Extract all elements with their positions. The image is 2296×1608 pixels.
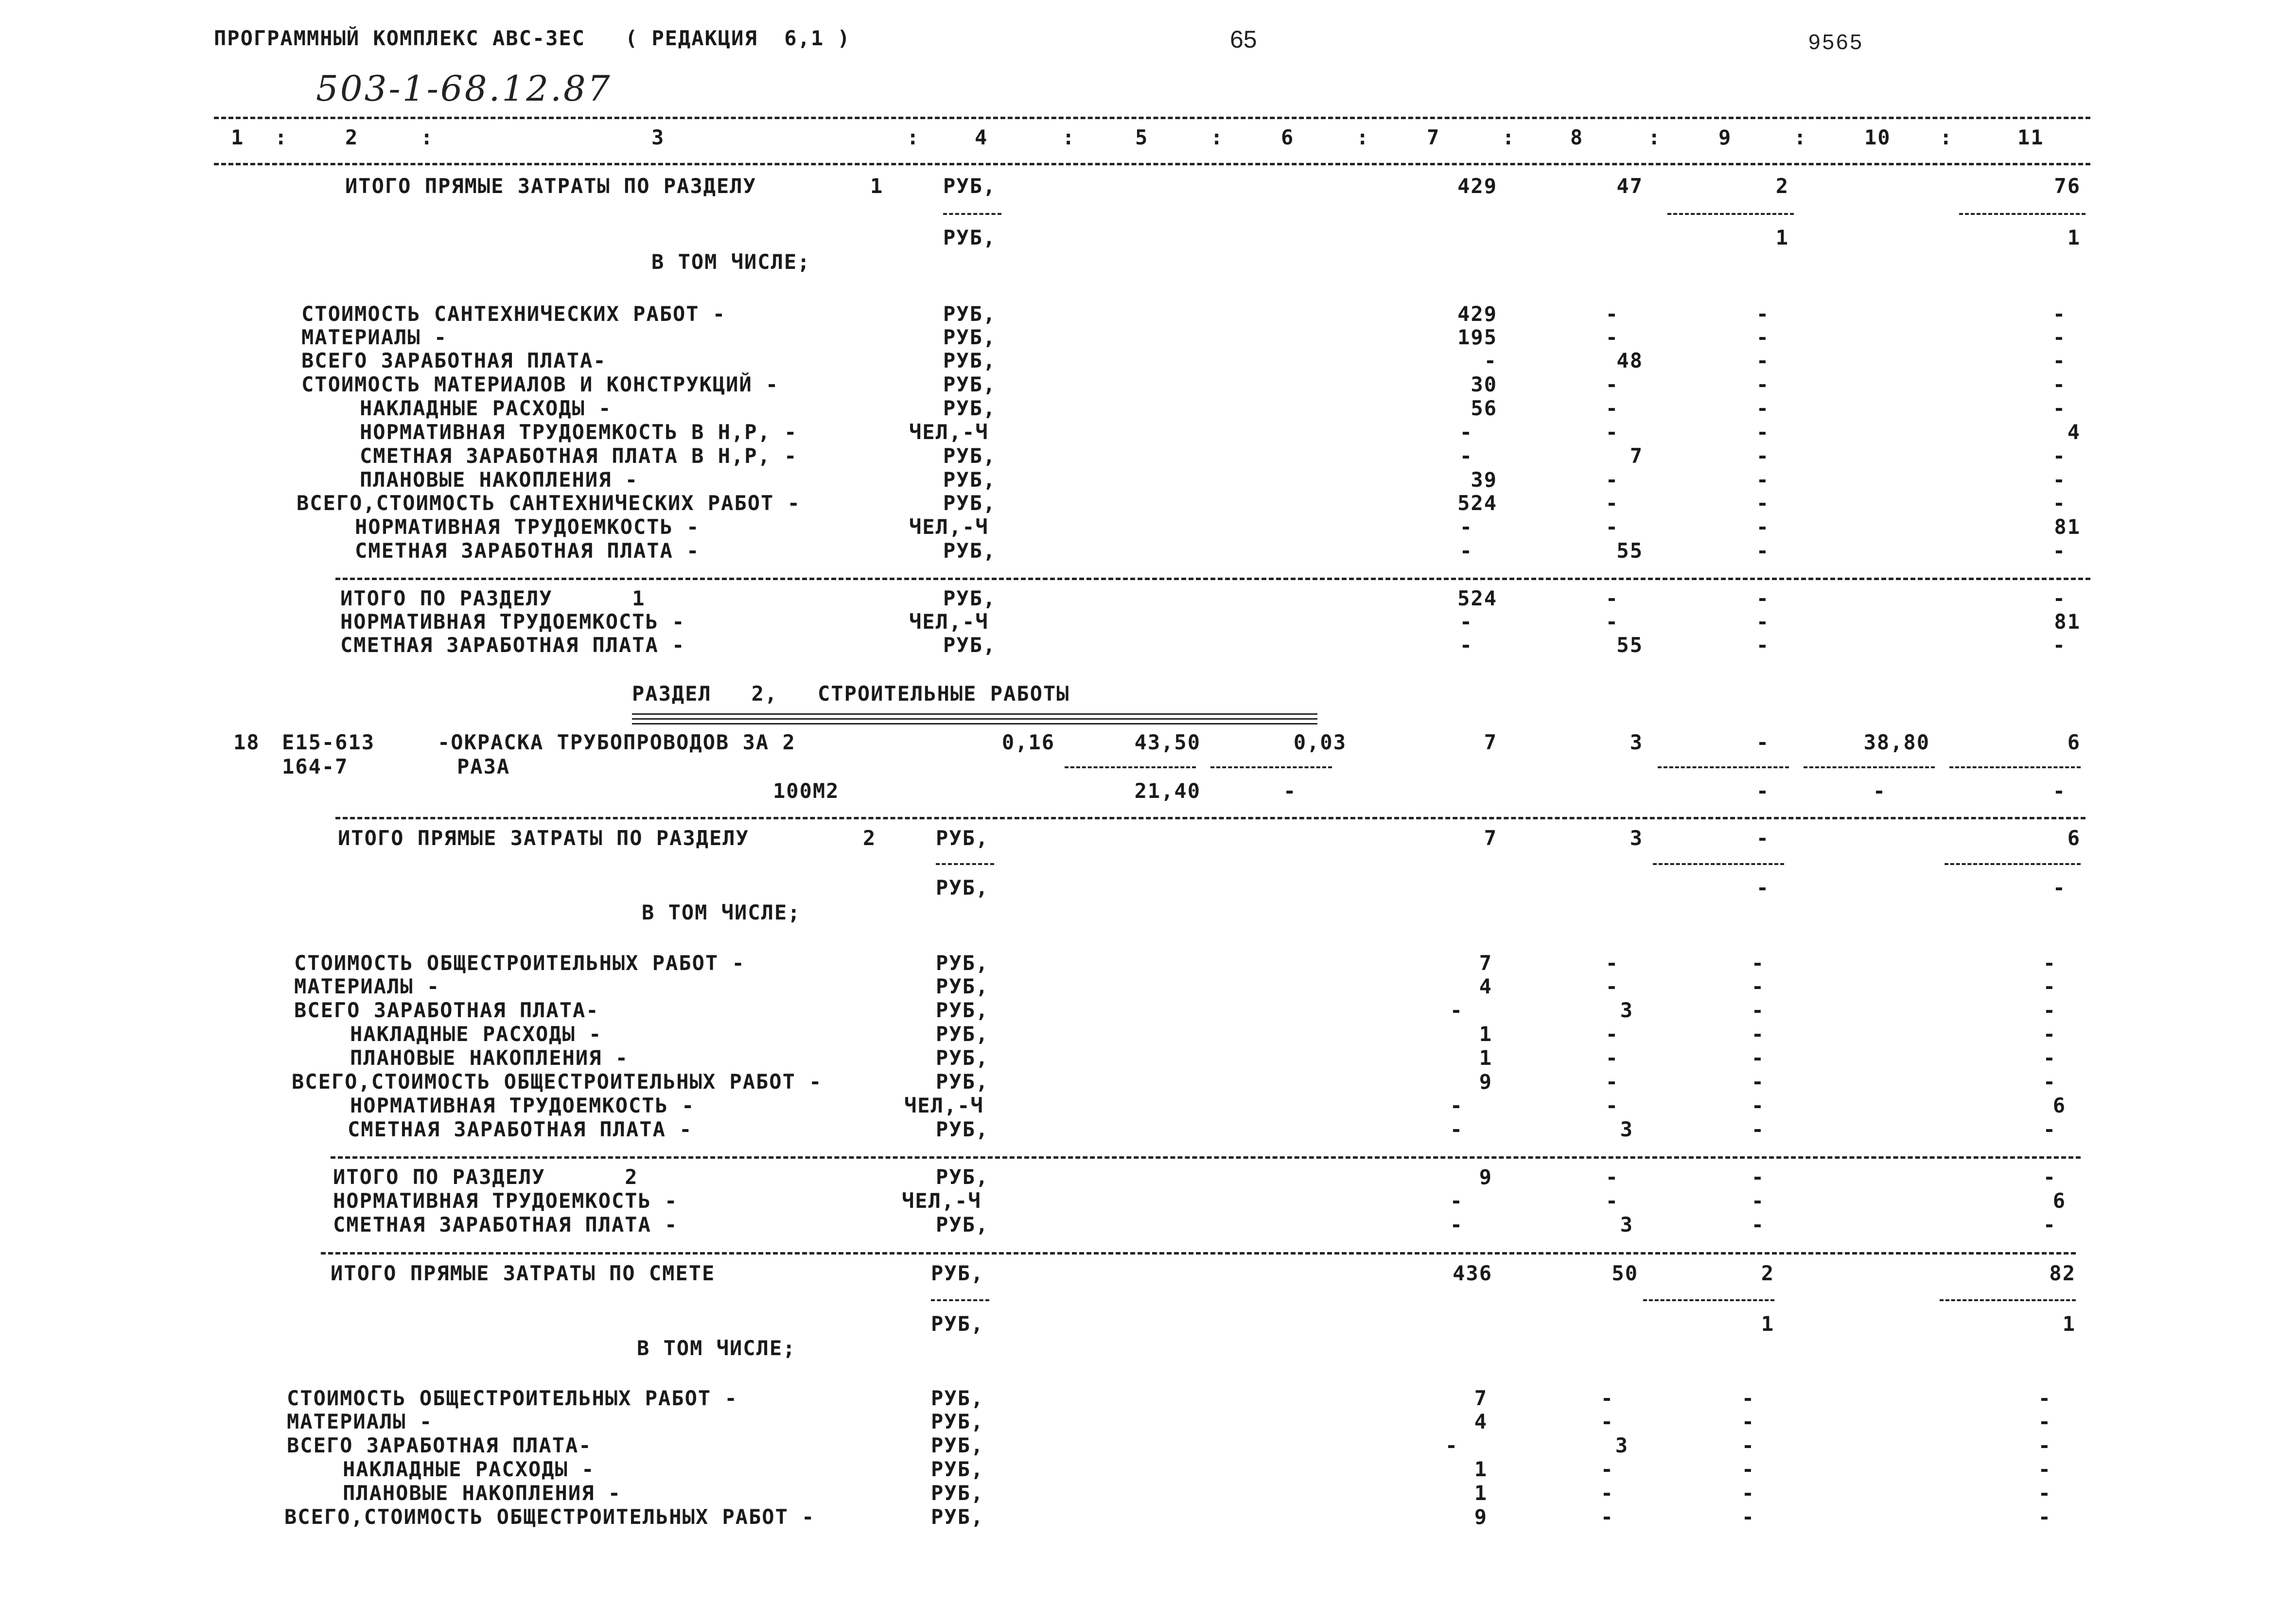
col-1: 1 — [231, 125, 245, 149]
cell-col11: - — [2038, 1481, 2051, 1505]
cell-col10: - — [1873, 779, 1886, 803]
cell-col8: 7 — [1630, 444, 1643, 468]
cell-col8: - — [1605, 302, 1619, 326]
cell-col8: 3 — [1630, 826, 1643, 850]
cell-col8: - — [1605, 1070, 1619, 1094]
unit: РУБ, — [936, 826, 989, 850]
col-8: 8 — [1570, 125, 1584, 149]
cell-col7: - — [1450, 998, 1463, 1022]
cell-col11: - — [2038, 1410, 2051, 1433]
cell-col11: - — [2038, 1386, 2051, 1410]
cell-col7: 9 — [1479, 1070, 1492, 1094]
col-10: 10 — [1864, 125, 1891, 149]
unit: РУБ, — [936, 1046, 989, 1070]
cell-col7: 7 — [1484, 826, 1497, 850]
col6-underline — [1210, 766, 1332, 768]
unit: РУБ, — [931, 1505, 984, 1529]
item-quantity: 0,16 — [1001, 730, 1055, 754]
cell-col11: 6 — [2052, 1094, 2066, 1117]
cell-col8: - — [1605, 974, 1619, 998]
cell-col10: 38,80 — [1863, 730, 1930, 754]
col-sep: : — [1794, 125, 1807, 149]
col-9: 9 — [1718, 125, 1732, 149]
cell-col8: 3 — [1620, 1117, 1633, 1141]
item-number: 18 — [233, 730, 260, 754]
cell-col7: 1 — [1479, 1046, 1492, 1070]
cell-col11: 81 — [2054, 515, 2081, 539]
cell-col9: - — [1756, 515, 1770, 539]
col9-underline — [1653, 863, 1784, 865]
cell-col11: - — [2052, 302, 2066, 326]
cell-col8: 48 — [1616, 349, 1643, 372]
cell-col8: - — [1600, 1386, 1614, 1410]
cell-col11: 6 — [2067, 730, 2081, 754]
page-number: 65 — [1230, 26, 1257, 53]
unit: РУБ, — [936, 998, 989, 1022]
cell-col7: 30 — [1471, 372, 1497, 396]
row-label: ВСЕГО ЗАРАБОТНАЯ ПЛАТА- — [294, 998, 599, 1022]
unit: ЧЕЛ,-Ч — [904, 1094, 984, 1117]
unit-underline — [943, 213, 1001, 215]
cell-col9: 2 — [1775, 174, 1789, 198]
unit: РУБ, — [943, 349, 997, 372]
cell-col6: 0,03 — [1293, 730, 1347, 754]
cell-col7: 56 — [1471, 396, 1497, 420]
cell-col11: - — [2052, 468, 2066, 492]
col-sep: : — [1062, 125, 1076, 149]
unit: ЧЕЛ,-Ч — [909, 515, 989, 539]
col-sep: : — [1648, 125, 1662, 149]
row-label: СТОИМОСТЬ ОБЩЕСТРОИТЕЛЬНЫХ РАБОТ - — [287, 1386, 738, 1410]
cell-col8: - — [1605, 515, 1619, 539]
cell-col7: 9 — [1474, 1505, 1488, 1529]
cell-col8: - — [1600, 1505, 1614, 1529]
row-label: ИТОГО ПРЯМЫЕ ЗАТРАТЫ ПО РАЗДЕЛУ — [345, 174, 756, 198]
cell-col7: 1 — [1474, 1481, 1488, 1505]
cell-col8: 55 — [1616, 539, 1643, 563]
unit: РУБ, — [943, 174, 997, 198]
section2-title-underline — [632, 718, 1317, 720]
handwritten-reference: 503-1-68.12.87 — [316, 68, 612, 109]
col-sep: : — [1940, 125, 1953, 149]
cell-col9: - — [1751, 998, 1765, 1022]
cell-col9: - — [1751, 1189, 1765, 1213]
unit: РУБ, — [931, 1386, 984, 1410]
row-label: СМЕТНАЯ ЗАРАБОТНАЯ ПЛАТА - — [355, 539, 700, 563]
cell-col7: 429 — [1457, 302, 1497, 326]
cell-col11: - — [2043, 951, 2056, 975]
col-sep: : — [1356, 125, 1370, 149]
cell-col9: - — [1756, 325, 1770, 349]
unit: РУБ, — [936, 876, 989, 900]
col-sep: : — [1210, 125, 1224, 149]
cell-col9: - — [1756, 420, 1770, 444]
cell-col9: - — [1756, 539, 1770, 563]
rule-header-bottom — [214, 163, 2090, 165]
cell-col11: - — [2052, 396, 2066, 420]
col-sep: : — [421, 125, 434, 149]
cell-col11: - — [2043, 1022, 2056, 1046]
including-heading: В ТОМ ЧИСЛЕ; — [651, 250, 811, 274]
unit: ЧЕЛ,-Ч — [909, 420, 989, 444]
unit: РУБ, — [936, 974, 989, 998]
program-title: ПРОГРАММНЫЙ КОМПЛЕКС АВС-3ЕС ( РЕДАКЦИЯ 6,1 ) — [214, 26, 851, 50]
cell-col7: 436 — [1453, 1261, 1492, 1285]
row-label: ПЛАНОВЫЕ НАКОПЛЕНИЯ - — [350, 1046, 629, 1070]
unit: РУБ, — [931, 1410, 984, 1433]
cell-col9: - — [1741, 1433, 1755, 1457]
cell-col8: 3 — [1615, 1433, 1629, 1457]
row-label: СТОИМОСТЬ ОБЩЕСТРОИТЕЛЬНЫХ РАБОТ - — [294, 951, 745, 975]
item-name-continued: РАЗА — [457, 755, 510, 778]
unit: РУБ, — [931, 1433, 984, 1457]
cell-col8: 47 — [1616, 174, 1643, 198]
cell-col9: 1 — [1761, 1312, 1774, 1336]
cell-col9: - — [1751, 1094, 1765, 1117]
unit: РУБ, — [936, 1022, 989, 1046]
cell-col11: - — [2038, 1457, 2051, 1481]
unit: РУБ, — [936, 1213, 989, 1237]
cell-col9: - — [1751, 1165, 1765, 1189]
col-11: 11 — [2017, 125, 2044, 149]
unit: РУБ, — [931, 1261, 984, 1285]
row-label: СМЕТНАЯ ЗАРАБОТНАЯ ПЛАТА - — [348, 1117, 693, 1141]
row-label: ИТОГО ПРЯМЫЕ ЗАТРАТЫ ПО СМЕТЕ — [331, 1261, 716, 1285]
cell-col8: - — [1600, 1410, 1614, 1433]
col11-underline — [1945, 863, 2081, 865]
cell-col8: 50 — [1612, 1261, 1638, 1285]
cell-col9: - — [1741, 1386, 1755, 1410]
unit: РУБ, — [936, 1165, 989, 1189]
col10-underline — [1804, 766, 1935, 768]
unit-underline — [931, 1299, 989, 1301]
rule-estimate-total — [321, 1252, 2076, 1255]
cell-col7: 195 — [1457, 325, 1497, 349]
cell-col9: - — [1741, 1481, 1755, 1505]
cell-col11: - — [2043, 1213, 2056, 1237]
cell-col9: - — [1751, 951, 1765, 975]
cell-col9: - — [1751, 1213, 1765, 1237]
cell-col9: - — [1756, 826, 1770, 850]
cell-col11: 1 — [2062, 1312, 2076, 1336]
cell-col5: 21,40 — [1134, 779, 1201, 803]
cell-col7: - — [1459, 633, 1473, 657]
row-label: ПЛАНОВЫЕ НАКОПЛЕНИЯ - — [343, 1481, 622, 1505]
cell-col8: - — [1605, 951, 1619, 975]
section-number: 2 — [863, 826, 876, 850]
cell-col11: 76 — [2054, 174, 2081, 198]
row-label: СТОИМОСТЬ МАТЕРИАЛОВ И КОНСТРУКЦИЙ - — [301, 372, 779, 396]
unit: РУБ, — [943, 226, 997, 249]
cell-col8: 3 — [1620, 1213, 1633, 1237]
cell-col8: - — [1605, 1165, 1619, 1189]
cell-col7: 4 — [1474, 1410, 1488, 1433]
row-label: НАКЛАДНЫЕ РАСХОДЫ - — [360, 396, 612, 420]
unit-underline — [936, 863, 994, 865]
cell-col8: - — [1605, 325, 1619, 349]
cell-col8: - — [1605, 1094, 1619, 1117]
cell-col9: - — [1756, 586, 1770, 610]
row-label: ИТОГО ПО РАЗДЕЛУ 1 — [340, 586, 646, 610]
cell-col9: - — [1756, 372, 1770, 396]
cell-col9: - — [1756, 444, 1770, 468]
cell-col11: - — [2043, 1165, 2056, 1189]
rule-top — [214, 117, 2090, 119]
cell-col5: 43,50 — [1134, 730, 1201, 754]
unit: ЧЕЛ,-Ч — [909, 610, 989, 634]
cell-col11: - — [2052, 539, 2066, 563]
unit: РУБ, — [943, 468, 997, 492]
cell-col7: 429 — [1457, 174, 1497, 198]
row-label: МАТЕРИАЛЫ - — [294, 974, 440, 998]
cell-col9: - — [1741, 1505, 1755, 1529]
cell-col6: - — [1283, 779, 1297, 803]
col-sep: : — [1502, 125, 1516, 149]
cell-col11: 1 — [2067, 226, 2081, 249]
col-2: 2 — [345, 125, 359, 149]
col9-underline — [1658, 766, 1789, 768]
col-7: 7 — [1427, 125, 1440, 149]
unit: РУБ, — [936, 1070, 989, 1094]
col11-underline — [1959, 213, 2086, 215]
section2-title-underline — [632, 723, 1317, 724]
col11-underline — [1940, 1299, 2076, 1301]
col9-underline — [1643, 1299, 1774, 1301]
cell-col9: - — [1751, 1046, 1765, 1070]
col9-underline — [1667, 213, 1794, 215]
row-label: СМЕТНАЯ ЗАРАБОТНАЯ ПЛАТА - — [333, 1213, 678, 1237]
cell-col9: - — [1756, 730, 1770, 754]
cell-col9: - — [1751, 974, 1765, 998]
cell-col7: - — [1459, 610, 1473, 634]
cell-col11: - — [2043, 1070, 2056, 1094]
cell-col7: - — [1484, 349, 1497, 372]
cell-col11: - — [2052, 372, 2066, 396]
row-label: МАТЕРИАЛЫ - — [287, 1410, 433, 1433]
item-code-secondary: 164-7 — [282, 755, 349, 778]
cell-col9: - — [1756, 633, 1770, 657]
col-5: 5 — [1135, 125, 1149, 149]
rule-section2-total — [335, 817, 2086, 819]
cell-col11: - — [2038, 1433, 2051, 1457]
row-label: ВСЕГО,СТОИМОСТЬ САНТЕХНИЧЕСКИХ РАБОТ - — [297, 491, 801, 515]
row-label: ИТОГО ПРЯМЫЕ ЗАТРАТЫ ПО РАЗДЕЛУ — [338, 826, 749, 850]
row-label: НОРМАТИВНАЯ ТРУДОЕМКОСТЬ - — [355, 515, 700, 539]
cell-col7: 1 — [1474, 1457, 1488, 1481]
unit: РУБ, — [943, 444, 997, 468]
cell-col9: - — [1751, 1117, 1765, 1141]
cell-col8: 55 — [1616, 633, 1643, 657]
cell-col7: - — [1450, 1213, 1463, 1237]
row-label: ВСЕГО ЗАРАБОТНАЯ ПЛАТА- — [301, 349, 607, 372]
section-number: 1 — [870, 174, 884, 198]
unit: ЧЕЛ,-Ч — [902, 1189, 981, 1213]
cell-col11: 81 — [2054, 610, 2081, 634]
unit: РУБ, — [943, 539, 997, 563]
cell-col11: - — [2052, 586, 2066, 610]
row-label: СМЕТНАЯ ЗАРАБОТНАЯ ПЛАТА В Н,Р, - — [360, 444, 798, 468]
cell-col7: - — [1459, 420, 1473, 444]
cell-col7: - — [1450, 1189, 1463, 1213]
cell-col11: - — [2052, 633, 2066, 657]
cell-col7: - — [1459, 515, 1473, 539]
cell-col11: - — [2052, 876, 2066, 900]
document-code: 9565 — [1808, 30, 1864, 54]
row-label: ВСЕГО,СТОИМОСТЬ ОБЩЕСТРОИТЕЛЬНЫХ РАБОТ - — [284, 1505, 815, 1529]
cell-col11: - — [2052, 779, 2066, 803]
including-heading: В ТОМ ЧИСЛЕ; — [642, 901, 801, 924]
cell-col9: - — [1756, 610, 1770, 634]
cell-col9: - — [1756, 468, 1770, 492]
unit: РУБ, — [936, 1117, 989, 1141]
cell-col9: - — [1741, 1457, 1755, 1481]
including-heading: В ТОМ ЧИСЛЕ; — [637, 1336, 796, 1360]
cell-col7: - — [1450, 1117, 1463, 1141]
cell-col11: - — [2052, 444, 2066, 468]
row-label: ВСЕГО ЗАРАБОТНАЯ ПЛАТА- — [287, 1433, 592, 1457]
section2-title: РАЗДЕЛ 2, СТРОИТЕЛЬНЫЕ РАБОТЫ — [632, 682, 1070, 706]
row-label: НАКЛАДНЫЕ РАСХОДЫ - — [343, 1457, 595, 1481]
cell-col8: - — [1605, 468, 1619, 492]
col5-underline — [1065, 766, 1196, 768]
rule-section1-summary — [335, 578, 2090, 580]
row-label: ПЛАНОВЫЕ НАКОПЛЕНИЯ - — [360, 468, 639, 492]
cell-col7: 7 — [1479, 951, 1492, 975]
cell-col11: 82 — [2049, 1261, 2076, 1285]
row-label: МАТЕРИАЛЫ - — [301, 325, 448, 349]
row-label: НОРМАТИВНАЯ ТРУДОЕМКОСТЬ - — [333, 1189, 678, 1213]
section2-title-underline — [632, 713, 1317, 715]
unit: РУБ, — [936, 951, 989, 975]
cell-col8: - — [1605, 586, 1619, 610]
row-label: НОРМАТИВНАЯ ТРУДОЕМКОСТЬ - — [340, 610, 685, 634]
cell-col9: - — [1756, 349, 1770, 372]
unit: РУБ, — [943, 325, 997, 349]
row-label: НАКЛАДНЫЕ РАСХОДЫ - — [350, 1022, 602, 1046]
cell-col8: - — [1605, 610, 1619, 634]
cell-col9: 2 — [1761, 1261, 1774, 1285]
item-code: Е15-613 — [282, 730, 375, 754]
row-label: НОРМАТИВНАЯ ТРУДОЕМКОСТЬ В Н,Р, - — [360, 420, 798, 444]
cell-col11: - — [2038, 1505, 2051, 1529]
cell-col9: - — [1756, 396, 1770, 420]
cell-col7: 7 — [1474, 1386, 1488, 1410]
cell-col7: - — [1459, 444, 1473, 468]
cell-col7: - — [1445, 1433, 1458, 1457]
cell-col7: 4 — [1479, 974, 1492, 998]
col-6: 6 — [1281, 125, 1295, 149]
cell-col9: - — [1756, 779, 1770, 803]
cell-col11: - — [2043, 998, 2056, 1022]
col-sep: : — [907, 125, 920, 149]
cell-col7: - — [1450, 1094, 1463, 1117]
cell-col8: - — [1605, 1022, 1619, 1046]
unit: РУБ, — [943, 586, 997, 610]
cell-col9: - — [1741, 1410, 1755, 1433]
cell-col8: - — [1605, 1189, 1619, 1213]
unit: РУБ, — [943, 633, 997, 657]
item-name: -ОКРАСКА ТРУБОПРОВОДОВ ЗА 2 — [438, 730, 796, 754]
cell-col8: 3 — [1630, 730, 1643, 754]
cell-col11: 6 — [2052, 1189, 2066, 1213]
cell-col7: 1 — [1479, 1022, 1492, 1046]
cell-col8: - — [1605, 491, 1619, 515]
cell-col8: - — [1605, 396, 1619, 420]
unit: РУБ, — [931, 1481, 984, 1505]
cell-col7: - — [1459, 539, 1473, 563]
col-sep: : — [275, 125, 288, 149]
col-3: 3 — [651, 125, 665, 149]
row-label: СМЕТНАЯ ЗАРАБОТНАЯ ПЛАТА - — [340, 633, 685, 657]
cell-col9: - — [1756, 491, 1770, 515]
cell-col11: 6 — [2067, 826, 2081, 850]
cell-col7: 524 — [1457, 586, 1497, 610]
cell-col11: - — [2043, 1117, 2056, 1141]
unit: РУБ, — [943, 302, 997, 326]
cell-col11: 4 — [2067, 420, 2081, 444]
col11-underline — [1949, 766, 2081, 768]
cell-col8: - — [1605, 420, 1619, 444]
cell-col7: 524 — [1457, 491, 1497, 515]
cell-col9: - — [1751, 1070, 1765, 1094]
unit: РУБ, — [943, 396, 997, 420]
unit: РУБ, — [943, 491, 997, 515]
cell-col9: - — [1756, 302, 1770, 326]
cell-col11: - — [2043, 1046, 2056, 1070]
unit: РУБ, — [931, 1457, 984, 1481]
row-label: НОРМАТИВНАЯ ТРУДОЕМКОСТЬ - — [350, 1094, 695, 1117]
unit: РУБ, — [931, 1312, 984, 1336]
cell-col11: - — [2052, 349, 2066, 372]
col-4: 4 — [975, 125, 988, 149]
cell-col11: - — [2043, 974, 2056, 998]
rule-section2-summary — [331, 1156, 2081, 1159]
cell-col7: 39 — [1471, 468, 1497, 492]
cell-col7: 9 — [1479, 1165, 1492, 1189]
cell-col8: - — [1605, 1046, 1619, 1070]
cell-col8: 3 — [1620, 998, 1633, 1022]
cell-col8: - — [1605, 372, 1619, 396]
cell-col9: 1 — [1775, 226, 1789, 249]
row-label: ВСЕГО,СТОИМОСТЬ ОБЩЕСТРОИТЕЛЬНЫХ РАБОТ - — [292, 1070, 823, 1094]
unit: РУБ, — [943, 372, 997, 396]
cell-col7: 7 — [1484, 730, 1497, 754]
cell-col11: - — [2052, 491, 2066, 515]
row-label: СТОИМОСТЬ САНТЕХНИЧЕСКИХ РАБОТ - — [301, 302, 726, 326]
cell-col8: - — [1600, 1457, 1614, 1481]
cell-col9: - — [1751, 1022, 1765, 1046]
cell-col9: - — [1756, 876, 1770, 900]
cell-col8: - — [1600, 1481, 1614, 1505]
row-label: ИТОГО ПО РАЗДЕЛУ 2 — [333, 1165, 638, 1189]
item-unit: 100М2 — [773, 779, 840, 803]
cell-col11: - — [2052, 325, 2066, 349]
